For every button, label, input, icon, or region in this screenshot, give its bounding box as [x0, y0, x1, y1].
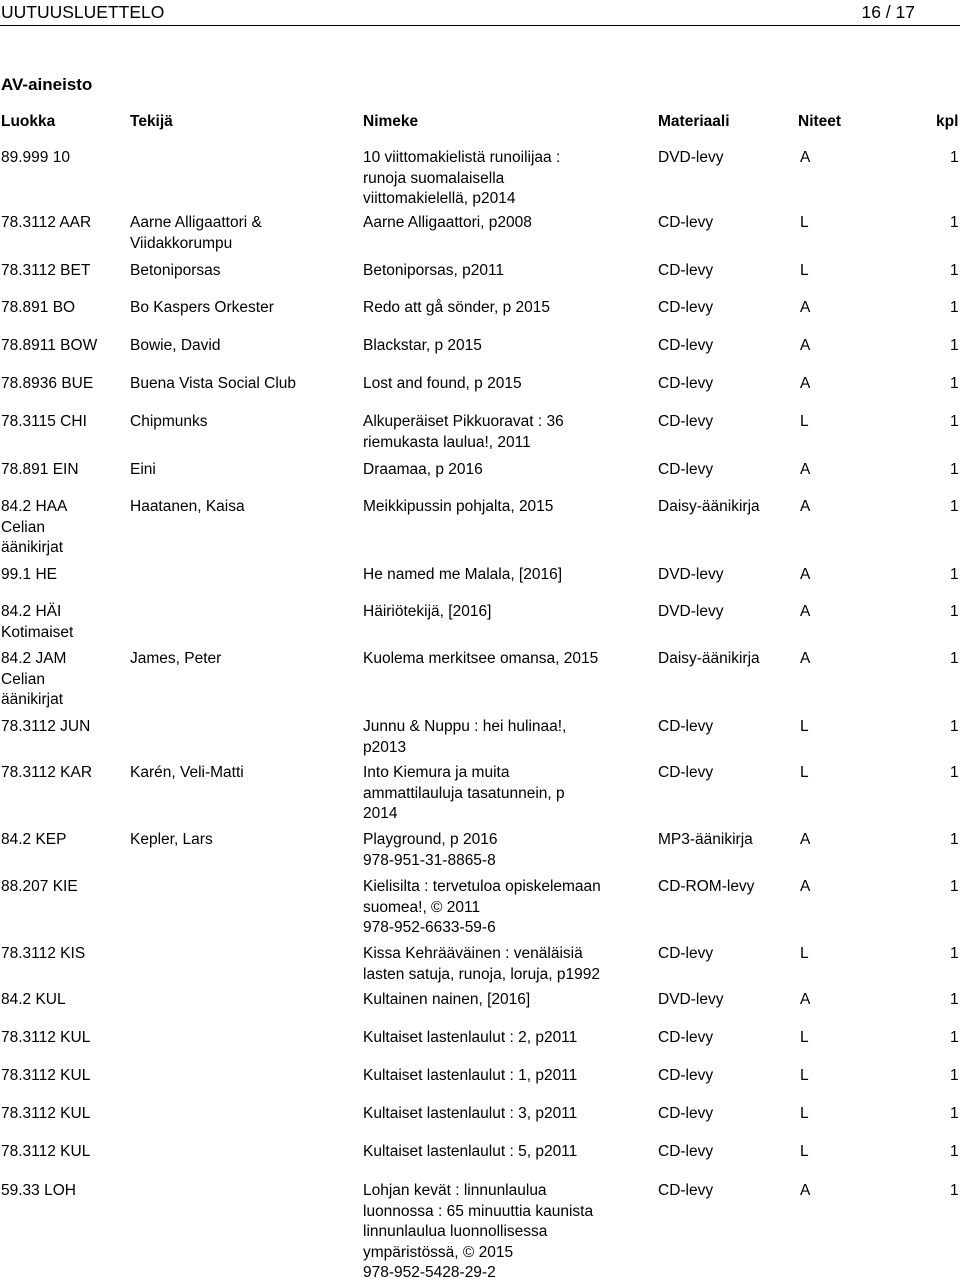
- cell-luokka: [1, 565, 119, 586]
- cell-luokka-line: 89.999 10: [1, 149, 70, 166]
- page-number: 16 / 17: [861, 2, 915, 22]
- cell-luokka: [1, 990, 119, 1011]
- cell-nimeke-line: Playground, p 2016: [363, 831, 498, 848]
- cell-luokka: [1, 602, 119, 643]
- cell-materiaali: CD-levy: [658, 945, 714, 962]
- cell-luokka-line: 88.207 KIE: [1, 878, 78, 895]
- cell-nimeke-line: linnunlaulua luonnollisessa: [363, 1223, 548, 1240]
- cell-materiaali: DVD-levy: [658, 991, 724, 1008]
- cell-tekija: [130, 497, 350, 518]
- cell-kpl: 1: [950, 1105, 959, 1122]
- cell-niteet: L: [800, 1067, 809, 1084]
- cell-nimeke-line: suomea!, © 2011: [363, 898, 481, 916]
- cell-luokka: [1, 877, 119, 898]
- cell-nimeke-line: Kissa Kehrääväinen : venäläisiä: [363, 945, 583, 962]
- cell-nimeke-line: 978-952-5428-29-2: [363, 1264, 496, 1281]
- cell-kpl: 1: [950, 413, 959, 430]
- cell-luokka-line: Celian: [1, 670, 45, 688]
- cell-kpl: 1: [950, 831, 959, 848]
- cell-luokka: [1, 1104, 119, 1125]
- cell-materiaali: CD-levy: [658, 413, 714, 430]
- cell-nimeke-line: lasten satuja, runoja, loruja, p1992: [363, 965, 600, 983]
- cell-nimeke: [363, 412, 633, 453]
- cell-nimeke: [363, 944, 633, 985]
- cell-nimeke-line: Kultaiset lastenlaulut : 3, p2011: [363, 1105, 578, 1122]
- cell-nimeke: [363, 148, 633, 210]
- cell-nimeke: [363, 877, 633, 939]
- cell-nimeke-line: 978-952-6633-59-6: [363, 919, 496, 936]
- cell-nimeke: [363, 213, 633, 234]
- cell-nimeke-line: ammattilauluja tasatunnein, p: [363, 784, 565, 802]
- cell-niteet: L: [800, 1029, 809, 1046]
- cell-luokka: [1, 497, 119, 559]
- cell-nimeke: [363, 374, 633, 395]
- cell-tekija: [130, 763, 350, 784]
- cell-niteet: L: [800, 764, 809, 781]
- cell-niteet: A: [800, 498, 811, 515]
- cell-nimeke: [363, 336, 633, 357]
- cell-kpl: 1: [950, 991, 959, 1008]
- cell-materiaali: CD-ROM-levy: [658, 878, 755, 895]
- cell-nimeke-line: p2013: [363, 738, 407, 756]
- cell-nimeke-line: Redo att gå sönder, p 2015: [363, 299, 551, 316]
- cell-tekija: [130, 336, 350, 357]
- cell-nimeke: [363, 460, 633, 481]
- cell-tekija: [130, 830, 350, 851]
- cell-materiaali: DVD-levy: [658, 566, 724, 583]
- cell-materiaali: CD-levy: [658, 461, 714, 478]
- cell-niteet: L: [800, 413, 809, 430]
- cell-nimeke-line: Draamaa, p 2016: [363, 461, 483, 478]
- cell-materiaali: CD-levy: [658, 1143, 714, 1160]
- cell-nimeke-line: riemukasta laulua!, 2011: [363, 433, 531, 451]
- cell-luokka: [1, 1066, 119, 1087]
- cell-luokka: [1, 298, 119, 319]
- cell-materiaali: CD-levy: [658, 1182, 714, 1199]
- cell-luokka-line: 84.2 JAM: [1, 650, 67, 667]
- cell-luokka-line: 84.2 HAA: [1, 498, 68, 515]
- cell-nimeke-line: Blackstar, p 2015: [363, 337, 482, 354]
- cell-kpl: 1: [950, 1067, 959, 1084]
- cell-niteet: L: [800, 262, 809, 279]
- cell-luokka-line: 84.2 HÄI: [1, 603, 62, 620]
- cell-nimeke-line: luonnossa : 65 minuuttia kaunista: [363, 1202, 594, 1220]
- cell-tekija-line: Viidakkorumpu: [130, 234, 233, 252]
- cell-luokka-line: 78.891 BO: [1, 299, 76, 316]
- cell-niteet: A: [800, 337, 811, 354]
- cell-tekija: [130, 374, 350, 395]
- cell-luokka-line: 78.891 EIN: [1, 461, 79, 478]
- cell-luokka: [1, 1181, 119, 1202]
- cell-kpl: 1: [950, 764, 959, 781]
- cell-kpl: 1: [950, 566, 959, 583]
- cell-luokka-line: 84.2 KUL: [1, 991, 66, 1008]
- cell-tekija-line: Bo Kaspers Orkester: [130, 299, 274, 316]
- cell-luokka-line: 78.3112 KIS: [1, 945, 86, 962]
- cell-luokka-line: 78.3112 KUL: [1, 1143, 91, 1160]
- cell-nimeke: [363, 565, 633, 586]
- cell-nimeke: [363, 990, 633, 1011]
- cell-luokka-line: 84.2 KEP: [1, 831, 67, 848]
- cell-nimeke-line: ympäristössä, © 2015: [363, 1243, 514, 1261]
- cell-nimeke-line: Into Kiemura ja muita: [363, 764, 510, 781]
- cell-luokka-line: 78.3112 AAR: [1, 214, 92, 231]
- cell-kpl: 1: [950, 878, 959, 895]
- cell-niteet: L: [800, 214, 809, 231]
- cell-nimeke: [363, 830, 633, 871]
- cell-nimeke: [363, 1181, 633, 1284]
- cell-nimeke-line: Lohjan kevät : linnunlaulua: [363, 1182, 547, 1199]
- cell-materiaali: CD-levy: [658, 718, 714, 735]
- cell-nimeke-line: Kultainen nainen, [2016]: [363, 991, 531, 1008]
- cell-nimeke-line: Betoniporsas, p2011: [363, 262, 505, 279]
- cell-niteet: L: [800, 945, 809, 962]
- cell-kpl: 1: [950, 262, 959, 279]
- cell-luokka-line: 78.3112 KUL: [1, 1067, 91, 1084]
- cell-tekija: [130, 412, 350, 433]
- cell-nimeke-line: Alkuperäiset Pikkuoravat : 36: [363, 413, 564, 430]
- cell-luokka: [1, 830, 119, 851]
- cell-niteet: A: [800, 878, 811, 895]
- column-header-kpl: kpl: [936, 113, 959, 130]
- cell-kpl: 1: [950, 1029, 959, 1046]
- cell-nimeke-line: Meikkipussin pohjalta, 2015: [363, 498, 554, 515]
- cell-materiaali: DVD-levy: [658, 603, 724, 620]
- cell-kpl: 1: [950, 375, 959, 392]
- cell-materiaali: CD-levy: [658, 1029, 714, 1046]
- cell-nimeke-line: Häiriötekijä, [2016]: [363, 603, 492, 620]
- column-header-tekija: Tekijä: [130, 113, 173, 130]
- cell-tekija: [130, 649, 350, 670]
- cell-kpl: 1: [950, 461, 959, 478]
- cell-luokka-line: 78.3112 JUN: [1, 718, 91, 735]
- cell-luokka: [1, 336, 119, 357]
- cell-luokka-line: 78.3112 KUL: [1, 1105, 91, 1122]
- section-title: AV-aineisto: [1, 75, 93, 94]
- cell-kpl: 1: [950, 945, 959, 962]
- cell-tekija: [130, 298, 350, 319]
- cell-luokka: [1, 374, 119, 395]
- cell-nimeke: [363, 261, 633, 282]
- cell-luokka: [1, 944, 119, 965]
- cell-luokka-line: 78.8936 BUE: [1, 375, 94, 392]
- cell-niteet: A: [800, 566, 811, 583]
- cell-materiaali: CD-levy: [658, 764, 714, 781]
- cell-niteet: L: [800, 1105, 809, 1122]
- column-header-niteet: Niteet: [798, 113, 842, 130]
- cell-luokka: [1, 717, 119, 738]
- cell-nimeke: [363, 497, 633, 518]
- cell-nimeke: [363, 602, 633, 623]
- column-headers: [0, 112, 960, 134]
- cell-materiaali: CD-levy: [658, 1105, 714, 1122]
- cell-niteet: A: [800, 831, 811, 848]
- cell-luokka-line: 78.3112 KUL: [1, 1029, 91, 1046]
- cell-luokka-line: Kotimaiset: [1, 623, 74, 641]
- cell-nimeke-line: Junnu & Nuppu : hei hulinaa!,: [363, 718, 567, 735]
- cell-tekija-line: Chipmunks: [130, 413, 208, 430]
- cell-tekija-line: Karén, Veli-Matti: [130, 764, 244, 781]
- header-divider: [0, 25, 960, 26]
- cell-niteet: A: [800, 991, 811, 1008]
- cell-nimeke-line: Kielisilta : tervetuloa opiskelemaan: [363, 878, 601, 895]
- cell-materiaali: Daisy-äänikirja: [658, 650, 760, 667]
- cell-tekija-line: Eini: [130, 461, 156, 478]
- cell-nimeke: [363, 1066, 633, 1087]
- cell-niteet: A: [800, 375, 811, 392]
- cell-niteet: A: [800, 149, 811, 166]
- cell-kpl: 1: [950, 1143, 959, 1160]
- cell-tekija: [130, 460, 350, 481]
- cell-luokka-line: äänikirjat: [1, 691, 64, 708]
- cell-nimeke: [363, 649, 633, 670]
- cell-niteet: A: [800, 650, 811, 667]
- cell-nimeke: [363, 1142, 633, 1163]
- cell-luokka-line: 78.3112 BET: [1, 262, 91, 279]
- cell-tekija-line: James, Peter: [130, 650, 222, 667]
- cell-nimeke-line: Aarne Alligaattori, p2008: [363, 214, 532, 231]
- cell-luokka: [1, 261, 119, 282]
- cell-niteet: A: [800, 461, 811, 478]
- cell-kpl: 1: [950, 337, 959, 354]
- cell-nimeke-line: Kultaiset lastenlaulut : 2, p2011: [363, 1029, 578, 1046]
- cell-materiaali: CD-levy: [658, 299, 714, 316]
- cell-kpl: 1: [950, 214, 959, 231]
- document-title: UUTUUSLUETTELO: [1, 2, 165, 22]
- cell-kpl: 1: [950, 149, 959, 166]
- cell-nimeke-line: 978-951-31-8865-8: [363, 851, 496, 869]
- cell-kpl: 1: [950, 603, 959, 620]
- cell-nimeke: [363, 1104, 633, 1125]
- cell-nimeke-line: 10 viittomakielistä runoilijaa :: [363, 149, 561, 166]
- column-header-luokka: Luokka: [1, 113, 56, 130]
- column-header-nimeke: Nimeke: [363, 113, 419, 130]
- cell-nimeke-line: runoja suomalaisella: [363, 169, 505, 187]
- cell-kpl: 1: [950, 718, 959, 735]
- cell-tekija-line: Betoniporsas: [130, 262, 221, 279]
- cell-luokka-line: 59.33 LOH: [1, 1182, 76, 1199]
- cell-niteet: A: [800, 603, 811, 620]
- cell-niteet: L: [800, 718, 809, 735]
- cell-tekija: [130, 261, 350, 282]
- cell-materiaali: Daisy-äänikirja: [658, 498, 760, 515]
- page-header: [0, 0, 960, 26]
- cell-luokka-line: 99.1 HE: [1, 566, 58, 583]
- cell-tekija-line: Buena Vista Social Club: [130, 375, 297, 392]
- cell-luokka: [1, 412, 119, 433]
- cell-nimeke-line: Kuolema merkitsee omansa, 2015: [363, 650, 599, 667]
- cell-niteet: A: [800, 1182, 811, 1199]
- cell-luokka-line: Celian: [1, 518, 45, 536]
- cell-nimeke-line: He named me Malala, [2016]: [363, 566, 563, 583]
- cell-materiaali: CD-levy: [658, 214, 714, 231]
- cell-luokka-line: 78.3112 KAR: [1, 764, 93, 781]
- cell-materiaali: CD-levy: [658, 337, 714, 354]
- cell-tekija-line: Aarne Alligaattori &: [130, 214, 262, 231]
- cell-luokka: [1, 763, 119, 784]
- cell-nimeke-line: viittomakielellä, p2014: [363, 190, 516, 207]
- cell-nimeke-line: Kultaiset lastenlaulut : 5, p2011: [363, 1143, 578, 1160]
- cell-niteet: A: [800, 299, 811, 316]
- cell-nimeke: [363, 298, 633, 319]
- column-header-materiaali: Materiaali: [658, 113, 730, 130]
- cell-materiaali: DVD-levy: [658, 149, 724, 166]
- cell-kpl: 1: [950, 498, 959, 515]
- cell-materiaali: MP3-äänikirja: [658, 831, 753, 848]
- cell-niteet: L: [800, 1143, 809, 1160]
- cell-nimeke-line: Kultaiset lastenlaulut : 1, p2011: [363, 1067, 578, 1084]
- cell-materiaali: CD-levy: [658, 1067, 714, 1084]
- cell-nimeke: [363, 1028, 633, 1049]
- cell-luokka: [1, 1142, 119, 1163]
- cell-luokka-line: 78.3115 CHI: [1, 413, 87, 430]
- cell-tekija: [130, 213, 350, 254]
- cell-luokka: [1, 213, 119, 234]
- cell-luokka: [1, 148, 119, 169]
- cell-kpl: 1: [950, 650, 959, 667]
- cell-luokka: [1, 649, 119, 711]
- cell-materiaali: CD-levy: [658, 375, 714, 392]
- cell-tekija-line: Bowie, David: [130, 337, 221, 354]
- cell-tekija-line: Kepler, Lars: [130, 831, 213, 848]
- cell-nimeke: [363, 717, 633, 758]
- cell-materiaali: CD-levy: [658, 262, 714, 279]
- cell-tekija-line: Haatanen, Kaisa: [130, 498, 245, 515]
- cell-luokka: [1, 460, 119, 481]
- cell-nimeke-line: 2014: [363, 805, 398, 822]
- cell-nimeke: [363, 763, 633, 825]
- cell-luokka-line: 78.8911 BOW: [1, 337, 98, 354]
- cell-kpl: 1: [950, 299, 959, 316]
- cell-luokka-line: äänikirjat: [1, 539, 64, 556]
- cell-nimeke-line: Lost and found, p 2015: [363, 375, 522, 392]
- cell-luokka: [1, 1028, 119, 1049]
- cell-kpl: 1: [950, 1182, 959, 1199]
